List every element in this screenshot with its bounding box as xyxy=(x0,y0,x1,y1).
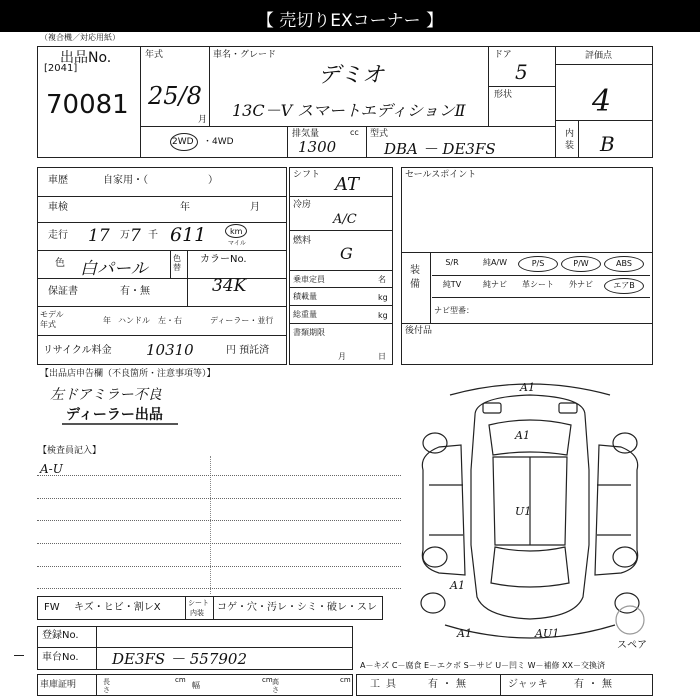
cert-height: 高さ xyxy=(272,678,279,694)
equipment-item: 外ナビ xyxy=(569,280,593,289)
year-value: 25/8 xyxy=(148,82,202,110)
drive-2wd: 2WD xyxy=(172,137,194,147)
drive-4wd: ・4WD xyxy=(203,137,234,147)
exhibitor-label: 【出品店申告欄（不良箇所・注意事項等）】 xyxy=(40,369,216,379)
inspection-month: 月 xyxy=(250,202,260,213)
type-value: DBA － DE3FS xyxy=(384,140,496,158)
seat-label1: シート xyxy=(188,599,209,607)
cert-length: 長さ xyxy=(103,678,110,694)
spare-label: スペア xyxy=(617,640,647,651)
registration-label: 登録No. xyxy=(42,630,79,641)
diagram-mark-5: A1 xyxy=(457,627,472,640)
inspector-note: A-U xyxy=(40,462,63,476)
exhibit-code: [2041] xyxy=(44,63,78,74)
diagram-mark-1: A1 xyxy=(520,381,535,394)
shift-value: AT xyxy=(335,174,360,195)
cert-cm1: cm xyxy=(175,676,186,684)
car-damage-diagram xyxy=(405,375,655,655)
seat-items: コゲ・穴・汚レ・シミ・破レ・スレ xyxy=(217,602,377,613)
jack-label: ジャッキ xyxy=(508,679,548,690)
equipment-item: 純TV xyxy=(442,280,462,289)
exhibitor-line2: ディーラー出品 xyxy=(66,407,163,423)
interior-label: 内装 xyxy=(565,129,575,151)
diagram-mark-2: A1 xyxy=(515,429,530,442)
displacement-unit: cc xyxy=(350,128,359,137)
equipment-item: ABS xyxy=(604,256,644,272)
equipment-label: 装備 xyxy=(410,265,420,290)
mileage-unit: km xyxy=(230,227,243,236)
expiry-month: 月 xyxy=(338,352,346,361)
inspector-label: 【検査員記入】 xyxy=(38,446,102,456)
type-label: 型式 xyxy=(370,129,389,139)
warranty-value: 有・無 xyxy=(120,286,150,297)
mileage-sen-value: 7 xyxy=(130,226,141,246)
color-change: 色替 xyxy=(173,254,181,272)
tools-label: 工具 xyxy=(370,679,402,690)
top-note: （複合機／対応用紙） xyxy=(40,33,120,42)
history-value: 自家用・（ ） xyxy=(103,175,218,186)
chassis-label: 車台No. xyxy=(42,652,79,663)
tools-value: 有・無 xyxy=(428,679,470,690)
exhibit-label: 出品No. xyxy=(60,50,112,66)
shape-label: 形状 xyxy=(494,90,513,100)
inspection-label: 車検 xyxy=(48,202,68,213)
equipment-item: 革シート xyxy=(522,280,554,289)
color-label: 色 xyxy=(55,258,65,269)
warranty-label: 保証書 xyxy=(48,286,78,297)
model-grade: 13C－V スマートエディションⅡ xyxy=(232,101,466,120)
model-year-dealer: ディーラー・並行 xyxy=(210,316,274,325)
fuel-label: 燃料 xyxy=(293,236,312,246)
expiry-day: 日 xyxy=(378,352,386,361)
model-year-label1: モデル xyxy=(40,310,64,319)
model-label: 車名・グレード xyxy=(213,50,277,60)
equipment-item: 純ナビ xyxy=(483,280,507,289)
inspector-area xyxy=(37,456,401,594)
cert-cm2: cm xyxy=(262,676,273,684)
model-name: デミオ xyxy=(318,63,385,88)
recycle-label: リサイクル料金 xyxy=(43,345,112,356)
damage-legend: A－キズ C－腐食 E－エクボ S－サビ U－凹ミ W－補修 XX－交換済 xyxy=(360,661,606,670)
cert-width: 幅 xyxy=(192,681,200,690)
exhibitor-line1: 左ドアミラー不良 xyxy=(50,387,162,403)
equipment-item: P/S xyxy=(518,256,558,272)
mileage-label: 走行 xyxy=(48,230,68,241)
doors-label: ドア xyxy=(494,50,512,60)
color-value: 白パール xyxy=(80,259,148,279)
inspection-year: 年 xyxy=(180,202,190,213)
score-value: 4 xyxy=(592,84,612,119)
weight-unit: kg xyxy=(378,311,388,320)
color-code-value: 34K xyxy=(212,276,247,296)
color-code-label: カラーNo. xyxy=(200,254,247,265)
load-label: 積載量 xyxy=(293,292,317,301)
interior-value: B xyxy=(600,132,615,156)
mileage-man: 万 xyxy=(120,230,130,241)
mileage-unit2: マイル xyxy=(228,240,246,247)
exhibit-number: 70081 xyxy=(46,90,129,120)
model-year-label2: 年式 xyxy=(40,320,56,329)
recycle-value: 10310 xyxy=(146,341,194,359)
equipment-navi: ナビ型番： xyxy=(434,306,474,315)
model-year-year: 年 xyxy=(103,316,111,325)
header-title: 【 売切りEXコーナー 】 xyxy=(256,11,444,31)
expiry-label: 書類期限 xyxy=(293,328,325,337)
equipment-item: エアB xyxy=(604,278,644,294)
model-year-handle: ハンドル 左・右 xyxy=(118,316,182,325)
equipment-item: S/R xyxy=(445,258,459,267)
mileage-rest-value: 611 xyxy=(170,224,207,246)
capacity-label: 乗車定員 xyxy=(293,275,325,284)
diagram-mark-6: AU1 xyxy=(535,627,560,640)
recycle-unit: 円 預託済 xyxy=(226,345,270,356)
fw-label: FW xyxy=(44,602,60,613)
year-label: 年式 xyxy=(145,50,164,60)
doors-value: 5 xyxy=(515,60,528,84)
displacement-value: 1300 xyxy=(298,138,337,156)
mileage-man-value: 17 xyxy=(88,226,110,246)
chassis-value: DE3FS － 557902 xyxy=(112,650,248,668)
load-unit: kg xyxy=(378,293,388,302)
score-label: 評価点 xyxy=(585,51,613,61)
year-suffix: 月 xyxy=(198,115,208,125)
shift-label: シフト xyxy=(293,170,321,180)
weight-label: 総重量 xyxy=(293,310,317,319)
ac-label: 冷房 xyxy=(293,200,312,210)
ac-value: A/C xyxy=(333,212,357,227)
equipment-item: P/W xyxy=(561,256,601,272)
displacement-label: 排気量 xyxy=(292,129,320,139)
mileage-sen: 千 xyxy=(148,230,158,241)
fuel-value: G xyxy=(340,244,353,263)
diagram-mark-3: U1 xyxy=(515,505,532,518)
capacity-unit: 名 xyxy=(378,275,386,284)
cert-label: 車庫証明 xyxy=(40,680,77,690)
seat-label2: 内装 xyxy=(190,609,204,617)
diagram-mark-4: A1 xyxy=(450,579,465,592)
after-fit-label: 後付品 xyxy=(405,326,433,336)
jack-value: 有・無 xyxy=(574,679,616,690)
fw-items: キズ・ヒビ・割レX xyxy=(74,602,161,613)
sales-point-label: セールスポイント xyxy=(405,170,477,180)
equipment-item: 純A/W xyxy=(482,258,508,267)
cert-cm3: cm xyxy=(340,676,351,684)
history-label: 車歴 xyxy=(48,175,68,186)
